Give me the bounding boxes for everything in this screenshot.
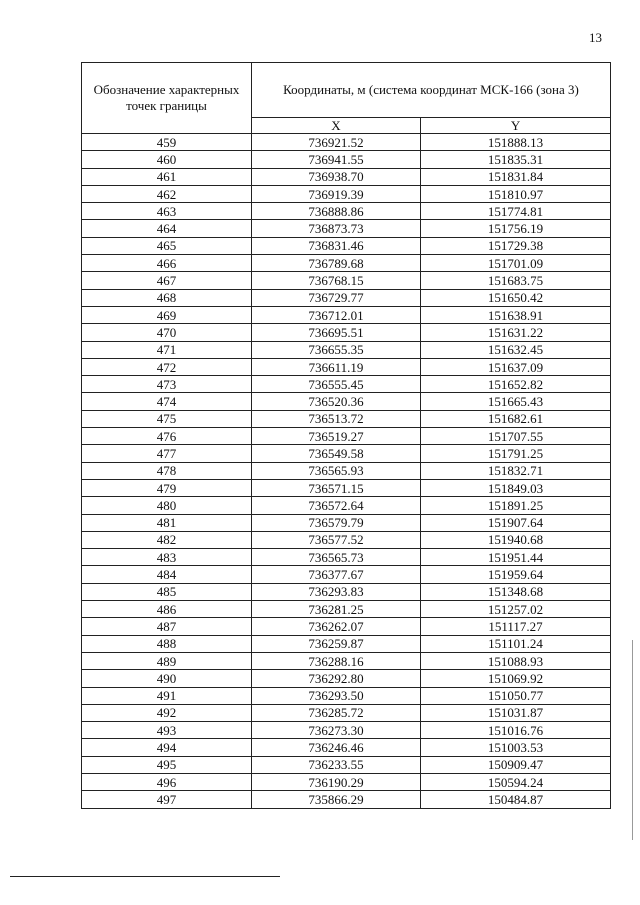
y-coordinate-cell: 151665.43 (421, 393, 611, 410)
y-coordinate-cell: 151891.25 (421, 497, 611, 514)
y-coordinate-cell: 151069.92 (421, 670, 611, 687)
x-coordinate-cell: 736831.46 (252, 237, 421, 254)
footer-rule (10, 876, 280, 877)
x-coordinate-cell: 736262.07 (252, 618, 421, 635)
y-coordinate-cell: 151940.68 (421, 531, 611, 548)
table-row (82, 410, 611, 427)
y-coordinate-cell: 151257.02 (421, 601, 611, 618)
point-id-cell: 489 (82, 652, 252, 669)
table-row (82, 237, 611, 254)
point-id-cell: 470 (82, 324, 252, 341)
y-coordinate-cell: 151348.68 (421, 583, 611, 600)
point-id-cell: 459 (82, 134, 252, 151)
y-coordinate-cell: 151791.25 (421, 445, 611, 462)
table-row (82, 324, 611, 341)
table-row (82, 618, 611, 635)
y-coordinate-cell: 151016.76 (421, 722, 611, 739)
x-coordinate-cell: 736233.55 (252, 756, 421, 773)
table-row (82, 514, 611, 531)
point-id-cell: 479 (82, 479, 252, 496)
point-id-cell: 482 (82, 531, 252, 548)
point-id-cell: 466 (82, 255, 252, 272)
x-coordinate-cell: 736579.79 (252, 514, 421, 531)
x-coordinate-cell: 736938.70 (252, 168, 421, 185)
point-id-cell: 490 (82, 670, 252, 687)
table-row (82, 566, 611, 583)
table-row (82, 670, 611, 687)
table-row (82, 185, 611, 202)
table-row (82, 652, 611, 669)
point-id-cell: 476 (82, 428, 252, 445)
x-coordinate-cell: 736190.29 (252, 773, 421, 790)
x-coordinate-cell: 736611.19 (252, 358, 421, 375)
x-coordinate-cell: 736565.73 (252, 549, 421, 566)
y-coordinate-cell: 151101.24 (421, 635, 611, 652)
table-row (82, 168, 611, 185)
y-coordinate-cell: 151756.19 (421, 220, 611, 237)
y-coordinate-cell: 151631.22 (421, 324, 611, 341)
table-body (82, 134, 611, 809)
table-row (82, 687, 611, 704)
header-coordinates: Координаты, м (система координат МСК-166 (зона 3) (252, 63, 611, 118)
x-coordinate-cell: 736293.50 (252, 687, 421, 704)
point-id-cell: 484 (82, 566, 252, 583)
y-coordinate-cell: 151682.61 (421, 410, 611, 427)
y-coordinate-cell: 151729.38 (421, 237, 611, 254)
table-row (82, 393, 611, 410)
x-coordinate-cell: 736377.67 (252, 566, 421, 583)
table-row (82, 601, 611, 618)
point-id-cell: 477 (82, 445, 252, 462)
y-coordinate-cell: 151951.44 (421, 549, 611, 566)
x-coordinate-cell: 736285.72 (252, 704, 421, 721)
x-coordinate-cell: 736921.52 (252, 134, 421, 151)
table-row (82, 289, 611, 306)
point-id-cell: 488 (82, 635, 252, 652)
y-coordinate-cell: 151088.93 (421, 652, 611, 669)
table-row (82, 220, 611, 237)
header-point-designation: Обозначение характерных точек границы (82, 63, 252, 134)
y-coordinate-cell: 151650.42 (421, 289, 611, 306)
table-row (82, 445, 611, 462)
x-coordinate-cell: 736555.45 (252, 376, 421, 393)
y-coordinate-cell: 151652.82 (421, 376, 611, 393)
table-row (82, 583, 611, 600)
point-id-cell: 481 (82, 514, 252, 531)
table-row (82, 704, 611, 721)
table-row (82, 549, 611, 566)
y-coordinate-cell: 150594.24 (421, 773, 611, 790)
y-coordinate-cell: 150909.47 (421, 756, 611, 773)
x-coordinate-cell: 736941.55 (252, 151, 421, 168)
point-id-cell: 492 (82, 704, 252, 721)
point-id-cell: 496 (82, 773, 252, 790)
table-row (82, 134, 611, 151)
point-id-cell: 494 (82, 739, 252, 756)
table-row (82, 479, 611, 496)
y-coordinate-cell: 151632.45 (421, 341, 611, 358)
table-row (82, 428, 611, 445)
table-row (82, 739, 611, 756)
point-id-cell: 485 (82, 583, 252, 600)
point-id-cell: 475 (82, 410, 252, 427)
x-coordinate-cell: 736768.15 (252, 272, 421, 289)
table-row (82, 722, 611, 739)
table-row (82, 791, 611, 808)
y-coordinate-cell: 151638.91 (421, 306, 611, 323)
point-id-cell: 487 (82, 618, 252, 635)
x-coordinate-cell: 736520.36 (252, 393, 421, 410)
scan-edge-mark (632, 640, 633, 840)
y-coordinate-cell: 151117.27 (421, 618, 611, 635)
x-coordinate-cell: 736789.68 (252, 255, 421, 272)
y-coordinate-cell: 151003.53 (421, 739, 611, 756)
table-row (82, 531, 611, 548)
x-coordinate-cell: 736281.25 (252, 601, 421, 618)
x-coordinate-cell: 736571.15 (252, 479, 421, 496)
x-coordinate-cell: 736293.83 (252, 583, 421, 600)
point-id-cell: 471 (82, 341, 252, 358)
point-id-cell: 461 (82, 168, 252, 185)
y-coordinate-cell: 151637.09 (421, 358, 611, 375)
y-coordinate-cell: 151849.03 (421, 479, 611, 496)
point-id-cell: 467 (82, 272, 252, 289)
header-x: X (252, 117, 421, 133)
x-coordinate-cell: 736655.35 (252, 341, 421, 358)
point-id-cell: 497 (82, 791, 252, 808)
x-coordinate-cell: 736259.87 (252, 635, 421, 652)
y-coordinate-cell: 151835.31 (421, 151, 611, 168)
table-row (82, 151, 611, 168)
x-coordinate-cell: 736565.93 (252, 462, 421, 479)
point-id-cell: 480 (82, 497, 252, 514)
y-coordinate-cell: 151810.97 (421, 185, 611, 202)
point-id-cell: 473 (82, 376, 252, 393)
point-id-cell: 474 (82, 393, 252, 410)
y-coordinate-cell: 151832.71 (421, 462, 611, 479)
y-coordinate-cell: 151907.64 (421, 514, 611, 531)
table-row (82, 255, 611, 272)
table-row (82, 773, 611, 790)
y-coordinate-cell: 151701.09 (421, 255, 611, 272)
page-number: 13 (589, 30, 602, 45)
table-row (82, 341, 611, 358)
x-coordinate-cell: 736519.27 (252, 428, 421, 445)
point-id-cell: 495 (82, 756, 252, 773)
point-id-cell: 491 (82, 687, 252, 704)
point-id-cell: 465 (82, 237, 252, 254)
x-coordinate-cell: 736919.39 (252, 185, 421, 202)
y-coordinate-cell: 151959.64 (421, 566, 611, 583)
point-id-cell: 472 (82, 358, 252, 375)
point-id-cell: 478 (82, 462, 252, 479)
x-coordinate-cell: 736549.58 (252, 445, 421, 462)
x-coordinate-cell: 736888.86 (252, 203, 421, 220)
point-id-cell: 483 (82, 549, 252, 566)
table-row (82, 358, 611, 375)
x-coordinate-cell: 736273.30 (252, 722, 421, 739)
point-id-cell: 463 (82, 203, 252, 220)
y-coordinate-cell: 151831.84 (421, 168, 611, 185)
point-id-cell: 493 (82, 722, 252, 739)
table-row (82, 756, 611, 773)
table-row (82, 306, 611, 323)
x-coordinate-cell: 736712.01 (252, 306, 421, 323)
y-coordinate-cell: 151707.55 (421, 428, 611, 445)
x-coordinate-cell: 736513.72 (252, 410, 421, 427)
point-id-cell: 468 (82, 289, 252, 306)
x-coordinate-cell: 736695.51 (252, 324, 421, 341)
y-coordinate-cell: 151888.13 (421, 134, 611, 151)
y-coordinate-cell: 151031.87 (421, 704, 611, 721)
x-coordinate-cell: 735866.29 (252, 791, 421, 808)
table-row (82, 635, 611, 652)
header-y: Y (421, 117, 611, 133)
x-coordinate-cell: 736577.52 (252, 531, 421, 548)
x-coordinate-cell: 736572.64 (252, 497, 421, 514)
point-id-cell: 469 (82, 306, 252, 323)
table-row (82, 203, 611, 220)
y-coordinate-cell: 151050.77 (421, 687, 611, 704)
point-id-cell: 460 (82, 151, 252, 168)
x-coordinate-cell: 736246.46 (252, 739, 421, 756)
table-row (82, 462, 611, 479)
table-row (82, 376, 611, 393)
x-coordinate-cell: 736292.80 (252, 670, 421, 687)
table-row (82, 497, 611, 514)
coordinates-table (81, 62, 611, 809)
point-id-cell: 486 (82, 601, 252, 618)
point-id-cell: 464 (82, 220, 252, 237)
y-coordinate-cell: 150484.87 (421, 791, 611, 808)
point-id-cell: 462 (82, 185, 252, 202)
x-coordinate-cell: 736729.77 (252, 289, 421, 306)
table-row (82, 272, 611, 289)
y-coordinate-cell: 151774.81 (421, 203, 611, 220)
x-coordinate-cell: 736873.73 (252, 220, 421, 237)
x-coordinate-cell: 736288.16 (252, 652, 421, 669)
y-coordinate-cell: 151683.75 (421, 272, 611, 289)
